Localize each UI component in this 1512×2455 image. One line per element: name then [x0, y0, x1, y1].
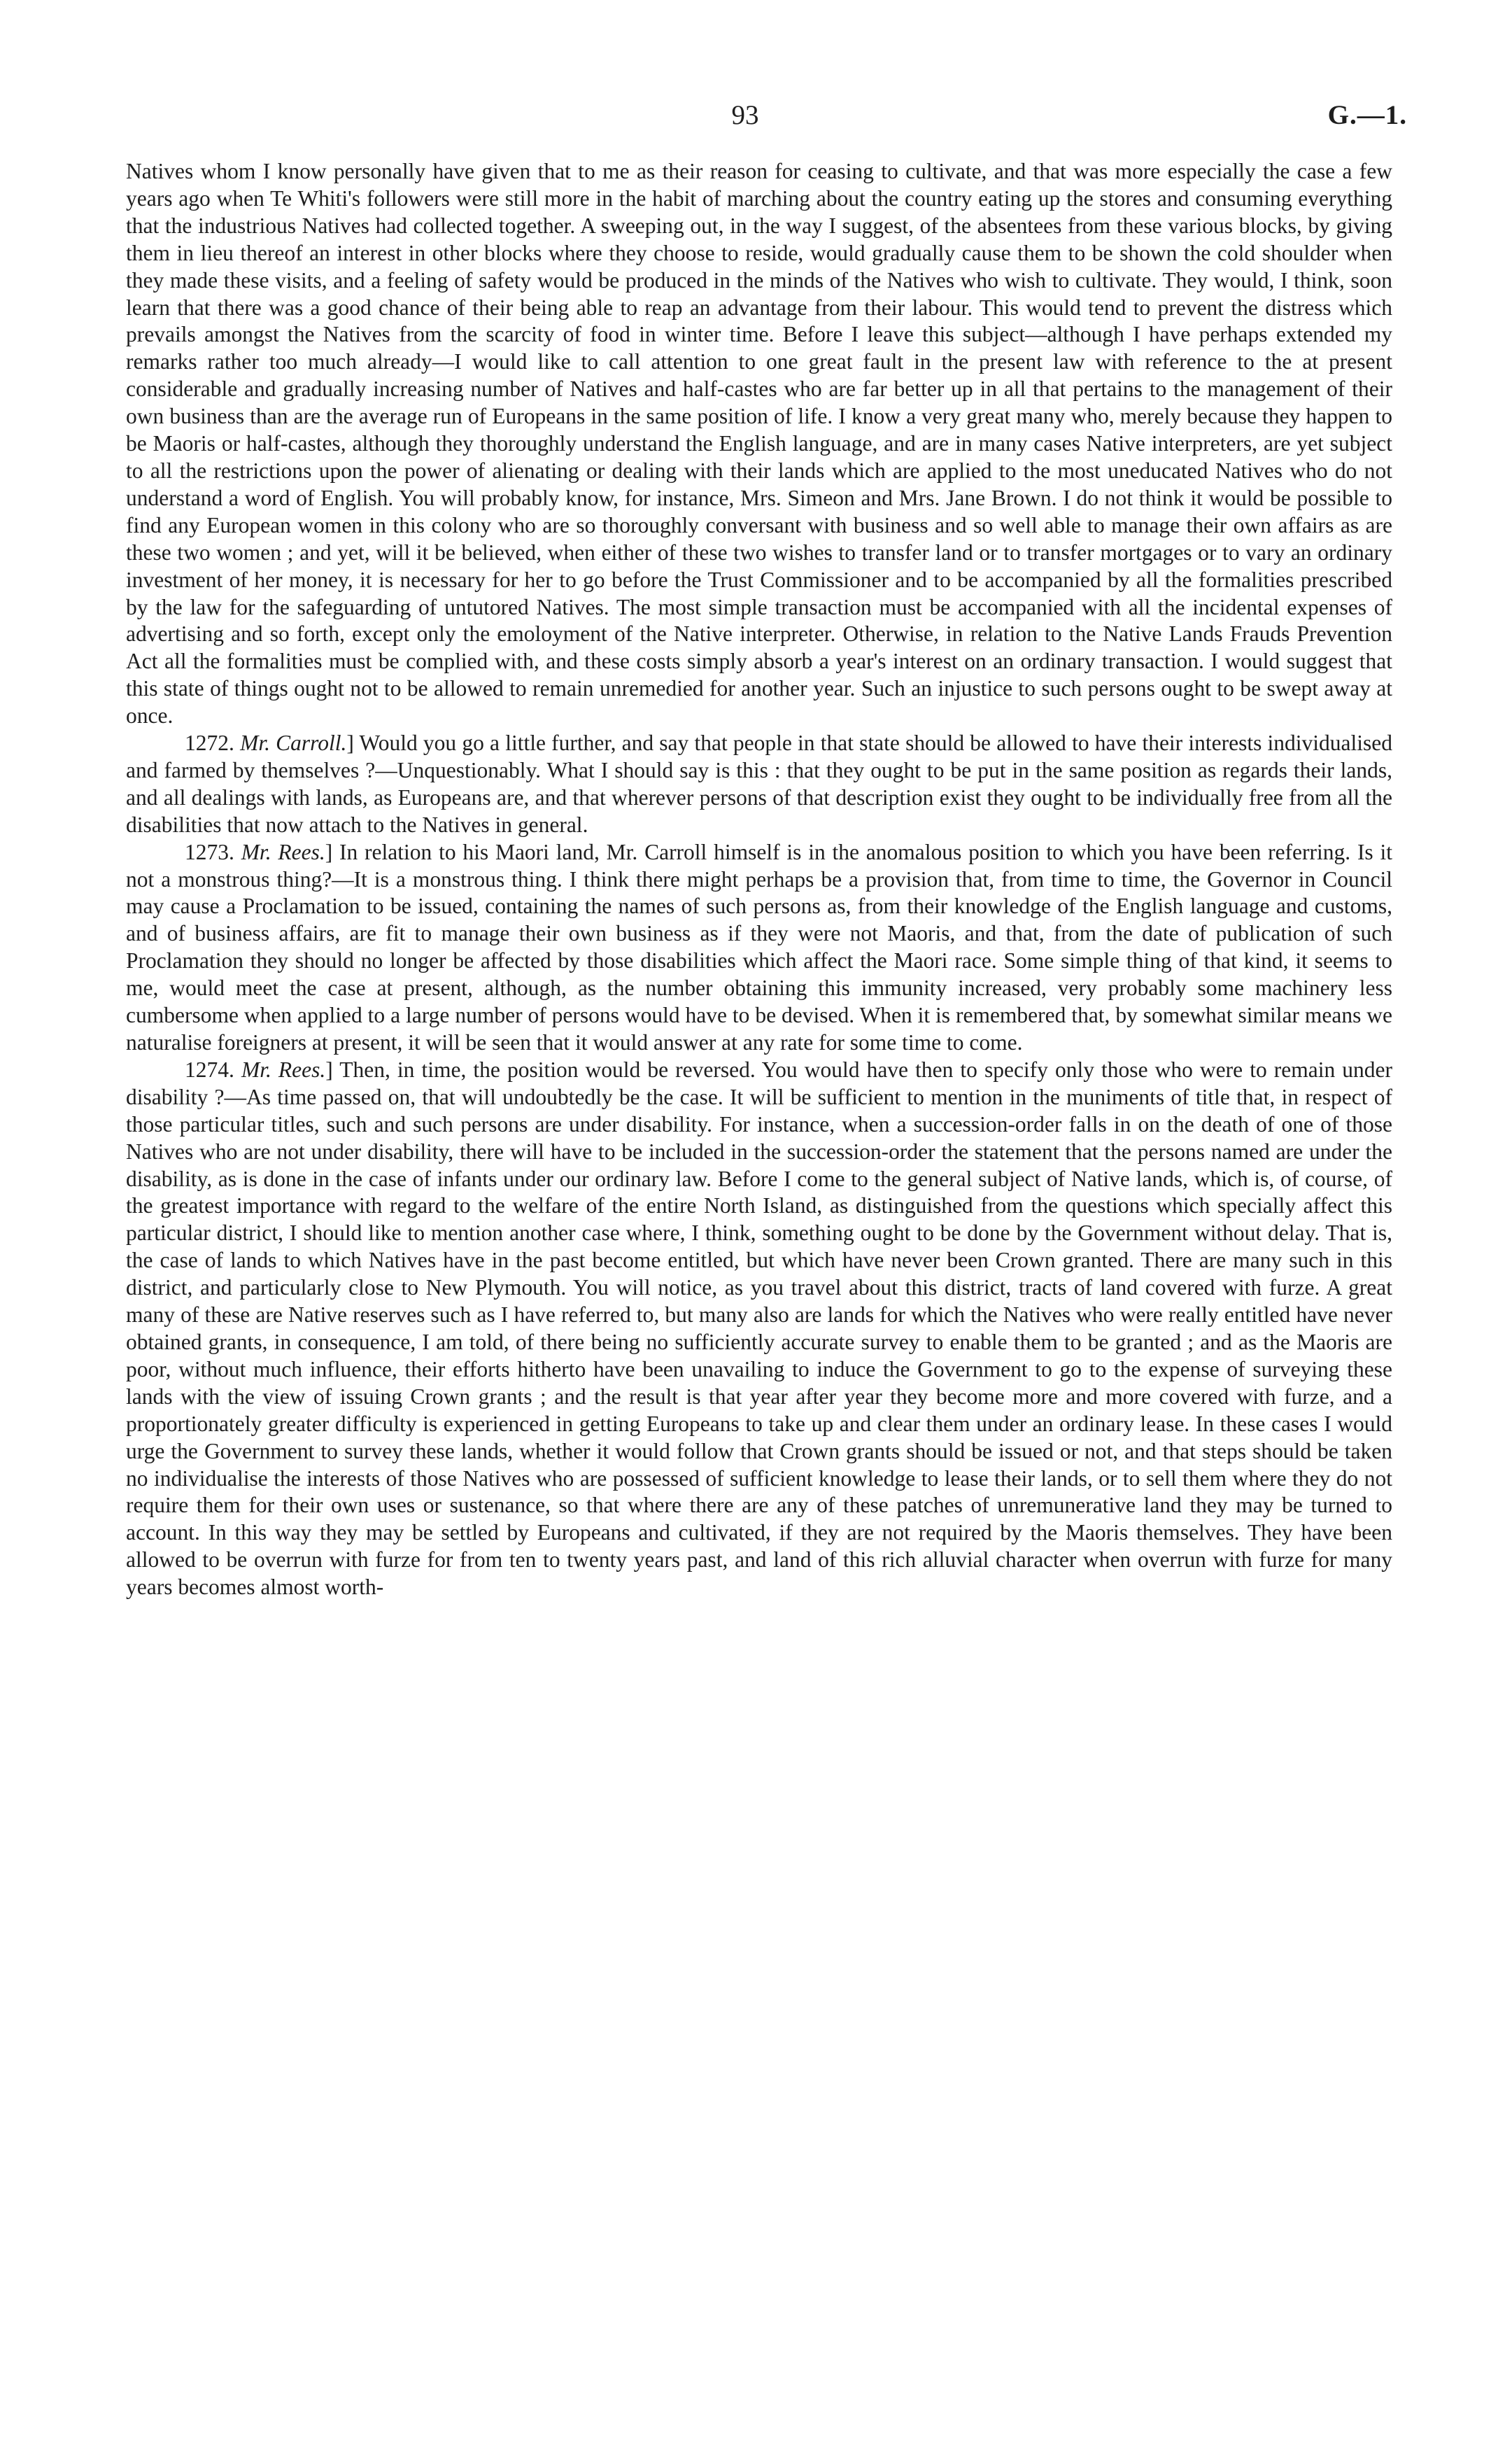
paragraph-text: ] In relation to his Maori land, Mr. Carroll himself is in the anomalous position to which you have been referring. Is it not a monstrous thing?—It is a monstrous thing. I think there might perhaps be a provision that, from time to time, the Governor in Council may cause a Proclamation to be issued, containing the names of such persons as, from their knowledge of the English language and customs, and of business affairs, are fit to manage their own business as if they were not Maoris, and that, from the date of publication of such Proclamation they should no longer be affected by those disabilities which affect the Maori race. Some simple thing of that kind, it seems to me, would meet the case at present, although, as the number obtaining this immunity increased, very probably some machinery less cumbersome when applied to a large number of persons would have to be devised. When it is remembered that, by somewhat similar means we naturalise foreigners at present, it will be seen that it would answer at any rate for some time to come. — [126, 839, 1392, 1055]
question-number: 1273. — [185, 839, 234, 864]
paragraph-text: Natives whom I know personally have given that to me as their reason for ceasing to cultivate, and that was more especially the case a few years ago when Te Whiti's followers were still more in the habit of marching about the country eating up the stores and consuming everything that the industrious Natives had collected together. A sweeping out, in the way I suggest, of the absentees from these various blocks, by giving them in lieu thereof an interest in other blocks where they choose to reside, would gradually cause them to be shown the cold shoulder when they made these visits, and a feeling of safety would be produced in the minds of the Natives who wish to cultivate. They would, I think, soon learn that there was a good chance of their being able to reap an advantage from their labour. This would tend to prevent the distress which prevails amongst the Natives from the scarcity of food in winter time. Before I leave this subject—although I have perhaps extended my remarks rather too much already—I would like to call attention to one great fault in the present law with reference to the at present considerable and gradually increasing number of Natives and half-castes who are far better up in all that pertains to the management of their own business than are the average run of Europeans in the same position of life. I know a very great many who, merely because they happen to be Maoris or half-castes, although they thoroughly understand the English language, and are in many cases Native interpreters, are yet subject to all the restrictions upon the power of alienating or dealing with their lands which are applied to the most uneducated Natives who do not understand a word of English. You will probably know, for instance, Mrs. Simeon and Mrs. Jane Brown. I do not think it would be possible to find any European women in this colony who are so thoroughly conversant with business and so well able to manage their own affairs as are these two women ; and yet, will it be believed, when either of these two wishes to transfer land or to transfer mortgages or to vary an ordinary investment of her money, it is necessary for her to go before the Trust Commissioner and to be accompanied by all the formalities prescribed by the law for the safeguarding of untutored Natives. The most simple transaction must be accompanied with all the incidental expenses of advertising and so forth, except only the emoloyment of the Native interpreter. Otherwise, in relation to the Native Lands Frauds Prevention Act all the formalities must be complied with, and these costs simply absorb a year's interest on an ordinary transaction. I would suggest that this state of things ought not to be allowed to remain unremedied for another year. Such an injustice to such persons ought to be swept away at once. — [126, 159, 1392, 729]
page-body — [126, 158, 1392, 1601]
speaker-name: Mr. Carroll. — [240, 731, 347, 756]
paragraph-1272 — [126, 730, 1392, 839]
section-label: G.—1. — [1327, 100, 1407, 130]
question-number: 1274. — [185, 1057, 234, 1082]
speaker-name: Mr. Rees. — [241, 1057, 326, 1082]
page-number: 93 — [731, 100, 759, 130]
question-number: 1272. — [185, 731, 234, 756]
paragraph-text: ] Then, in time, the position would be reversed. You would have then to specify only those who were to remain under disability ?—As time passed on, that will undoubtedly be the case. It will be sufficient to mention in the muniments of title that, in respect of those particular titles, such and such persons are under disability. For instance, when a succession-order falls in on the death of one of those Natives who are not under disability, there will have to be included in the succession-order the statement that the persons named are under the disability, as is done in the case of infants under our ordinary law. Before I come to the general subject of Native lands, which is, of course, of the greatest importance with regard to the welfare of the entire North Island, as distinguished from the questions which specially affect this particular district, I should like to mention another case where, I think, something ought to be done by the Government without delay. That is, the case of lands to which Natives have in the past become entitled, but which have never been Crown granted. There are many such in this district, and particularly close to New Plymouth. You will notice, as you travel about this district, tracts of land covered with furze. A great many of these are Native reserves such as I have referred to, but many also are lands for which the Natives who were really entitled have never obtained grants, in consequence, I am told, of there being no sufficiently accurate survey to enable them to be granted ; and as the Maoris are poor, without much influence, their efforts hitherto have been unavailing to induce the Government to go to the expense of surveying these lands with the view of issuing Crown grants ; and the result is that year after year they become more and more covered with furze, and a proportionately greater difficulty is experienced in getting Europeans to take up and clear them under an ordinary lease. In these cases I would urge the Government to survey these lands, whether it would follow that Crown grants should be issued or not, and that steps should be taken no individualise the interests of those Natives who are possessed of sufficient knowledge to lease their lands, or to sell them where they do not require them for their own uses or sustenance, so that where there are any of these patches of unremunerative land they may be turned to account. In this way they may be settled by Europeans and cultivated, if they are not required by the Maoris themselves. They have been allowed to be overrun with furze for from ten to twenty years past, and land of this rich alluvial character when overrun with furze for many years becomes almost worth- — [126, 1057, 1393, 1600]
speaker-name: Mr. Rees. — [241, 839, 325, 864]
paragraph-1273 — [126, 839, 1392, 1057]
paragraph-1274 — [126, 1057, 1392, 1601]
paragraph-text: ] Would you go a little further, and say that people in that state should be allowed to have their interests individualised and farmed by themselves ?—Unquestionably. What I should say is this : that they ought to be put in the same position as regards their lands, and all dealings with lands, as Europeans are, and that wherever persons of that description exist they ought to be individually free from all the disabilities that now attach to the Natives in general. — [126, 731, 1393, 837]
paragraph-continuation — [126, 158, 1392, 730]
